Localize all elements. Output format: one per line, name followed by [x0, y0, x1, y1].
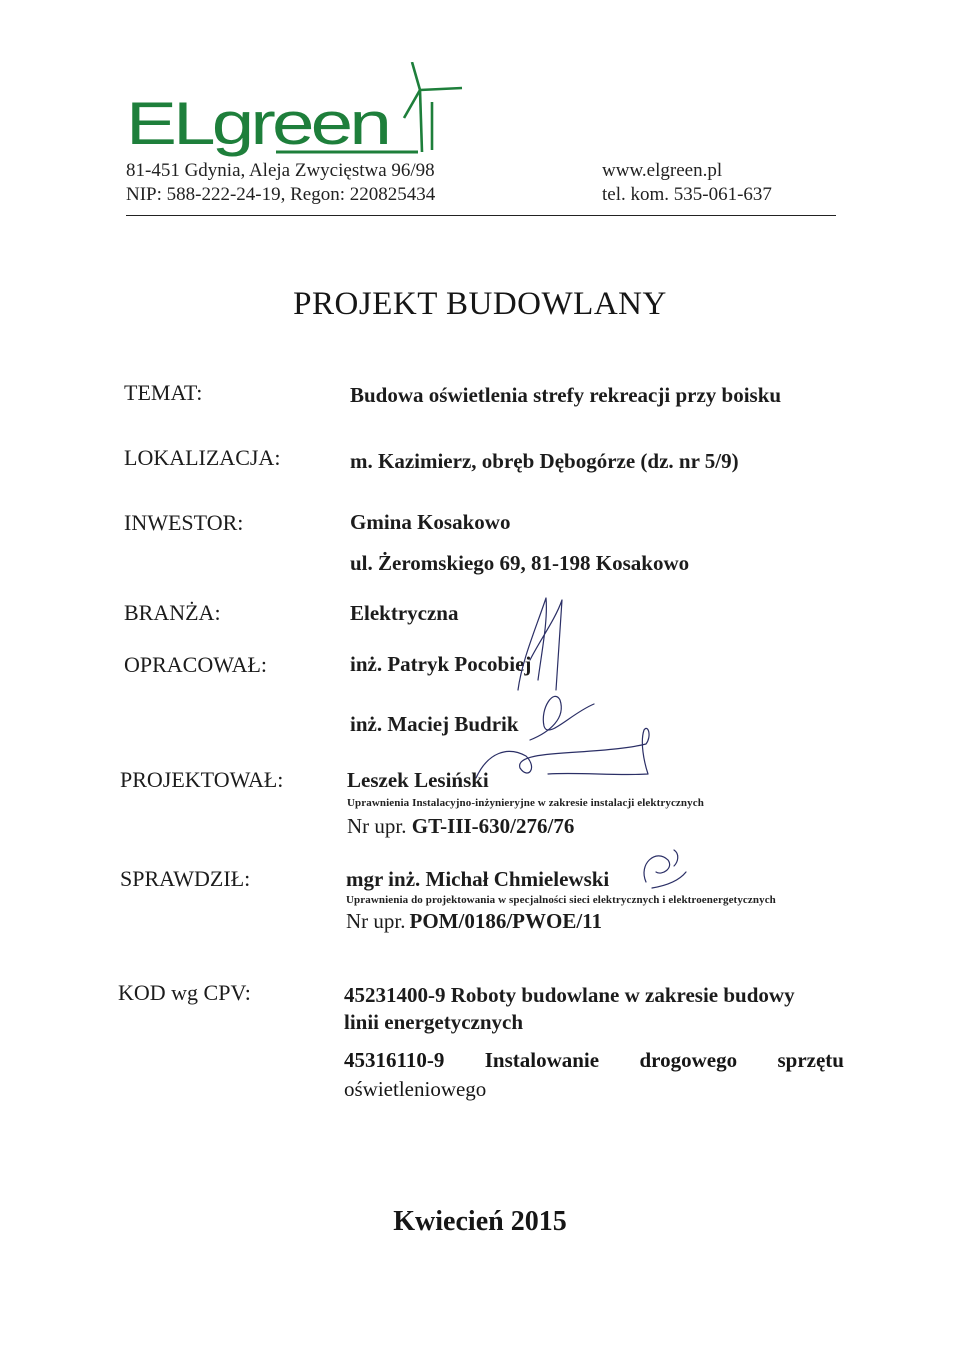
logo-wordmark: ELgreen	[126, 90, 388, 157]
kod-item-1-line-2: linii energetycznych	[344, 1010, 524, 1034]
kod-label: KOD wg CPV:	[118, 980, 251, 1005]
signature-chmielewski	[634, 842, 694, 894]
kod-item-2	[344, 1048, 844, 1102]
company-phone: tel. kom. 535-061-637	[602, 184, 772, 205]
header-rule	[126, 215, 836, 216]
signature-lesinski	[468, 722, 658, 788]
projektowal-nr-row	[347, 814, 574, 839]
kod-item-1-line-1: 45231400-9 Roboty budowlane w zakresie budowy	[344, 983, 795, 1007]
temat-label: TEMAT:	[124, 380, 203, 405]
projektowal-label: PROJEKTOWAŁ:	[120, 767, 284, 792]
kod-item-2-code: 45316110-9	[344, 1048, 445, 1072]
projektowal-name: Leszek Lesiński	[347, 768, 489, 792]
document-title: PROJEKT BUDOWLANY	[293, 286, 667, 322]
opracowal-label: OPRACOWAŁ:	[124, 652, 268, 677]
company-ids: NIP: 588-222-24-19, Regon: 220825434	[126, 184, 436, 205]
projektowal-nr: GT-III-630/276/76	[411, 814, 575, 838]
inwestor-label: INWESTOR:	[124, 510, 244, 535]
sprawdzil-uprawnienia: Uprawnienia do projektowania w specjalności sieci elektrycznych i elektroenergetycznych	[346, 894, 776, 906]
lokalizacja-value: m. Kazimierz, obręb Dębogórze (dz. nr 5/9)	[350, 449, 739, 473]
sprawdzil-name: mgr inż. Michał Chmielewski	[346, 867, 610, 891]
sprawdzil-nr-prefix: Nr upr.	[346, 909, 406, 933]
wind-turbine-icon	[404, 62, 462, 152]
opracowal-person-2: inż. Maciej Budrik	[350, 712, 519, 736]
temat-value: Budowa oświetlenia strefy rekreacji przy boisku	[350, 383, 782, 407]
signature-pocobiej	[500, 590, 570, 700]
sprawdzil-label: SPRAWDZIŁ:	[120, 866, 251, 891]
kod-item-2-line-1	[344, 1048, 844, 1073]
sprawdzil-nr-row	[346, 909, 602, 934]
kod-item-2-word-1: Instalowanie	[484, 1048, 600, 1072]
document-date: Kwiecień 2015	[393, 1206, 567, 1237]
company-website[interactable]: www.elgreen.pl	[602, 160, 723, 181]
opracowal-person-1: inż. Patryk Pocobiej	[350, 652, 532, 676]
company-logo	[126, 62, 470, 158]
sprawdzil-nr: POM/0186/PWOE/11	[409, 909, 602, 933]
kod-item-2-word-2: drogowego	[639, 1048, 738, 1072]
kod-item-2-line-2: oświetleniowego	[344, 1077, 487, 1101]
kod-item-2-word-3: sprzętu	[777, 1048, 844, 1072]
inwestor-name: Gmina Kosakowo	[350, 510, 511, 534]
company-address: 81-451 Gdynia, Aleja Zwycięstwa 96/98	[126, 160, 435, 181]
lokalizacja-label: LOKALIZACJA:	[124, 445, 281, 470]
inwestor-address: ul. Żeromskiego 69, 81-198 Kosakowo	[350, 551, 690, 575]
branza-label: BRANŻA:	[124, 600, 221, 625]
projektowal-uprawnienia: Uprawnienia Instalacyjno-inżynieryjne w zakresie instalacji elektrycznych	[347, 797, 704, 809]
projektowal-nr-prefix: Nr upr.	[347, 814, 407, 838]
branza-value: Elektryczna	[350, 601, 459, 625]
